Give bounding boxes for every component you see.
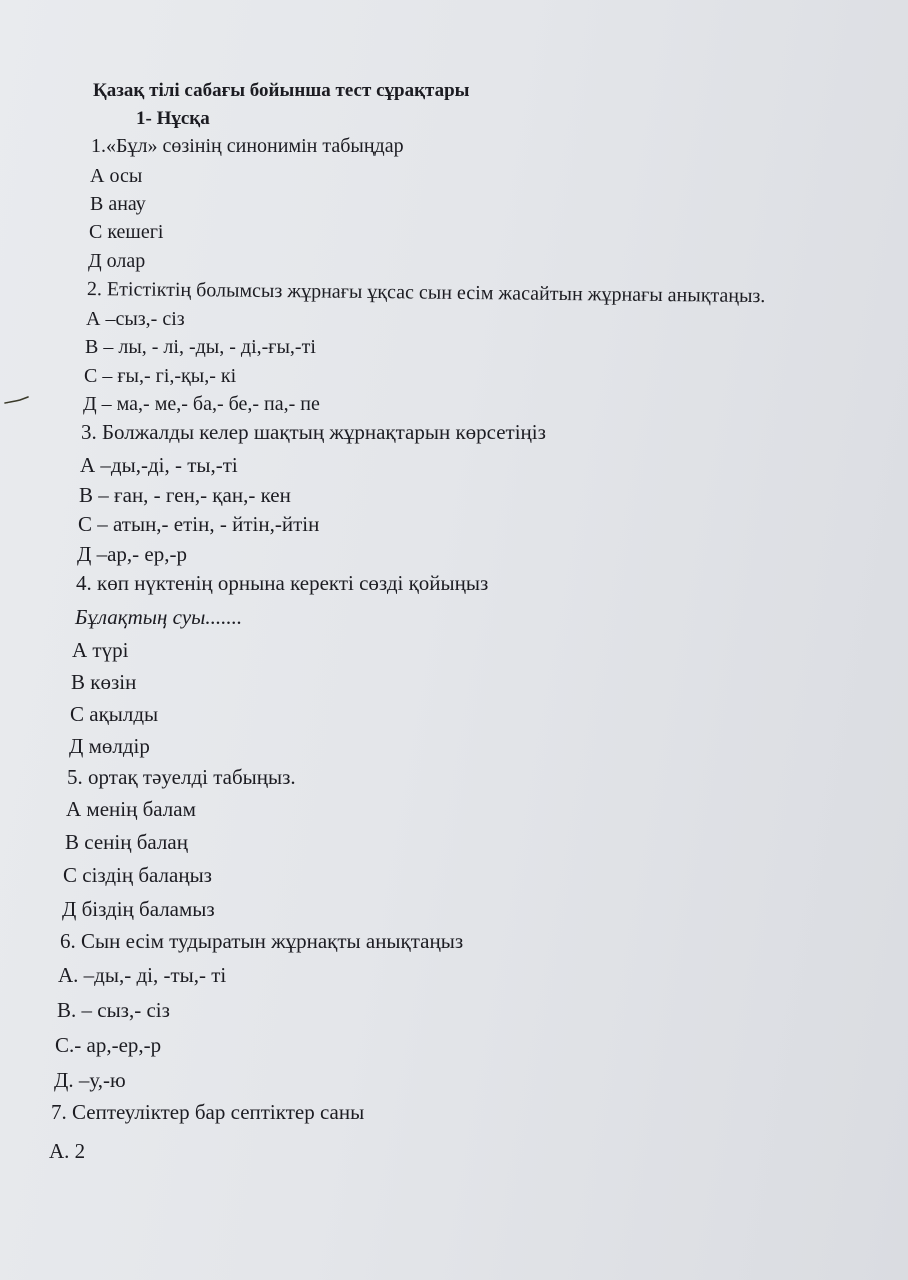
q4-option-b: В көзін xyxy=(71,670,137,694)
q1-option-c: С кешегі xyxy=(89,221,164,243)
q2-option-a: А –сыз,- сіз xyxy=(86,308,185,330)
variant-label: 1- Нұсқа xyxy=(136,108,210,129)
q3-option-b: В – ған, - ген,- қан,- кен xyxy=(79,483,291,507)
q6-option-b: В. – сыз,- сіз xyxy=(57,998,170,1022)
q6-option-c: С.- ар,-ер,-р xyxy=(55,1033,162,1057)
q1-option-b: В анау xyxy=(90,193,146,215)
q5-option-b: В сенің балаң xyxy=(65,830,188,854)
q2-option-b: В – лы, - лі, -ды, - ді,-ғы,-ті xyxy=(85,336,316,358)
question-4: 4. көп нүктенің орнына керекті сөзді қойыңыз xyxy=(76,571,489,595)
q6-option-a: А. –ды,- ді, -ты,- ті xyxy=(58,963,227,987)
q4-option-a: А түрі xyxy=(72,638,129,662)
question-1: 1.«Бұл» сөзінің синонимін табыңдар xyxy=(91,135,404,157)
q4-example-phrase: Бұлақтың суы....... xyxy=(75,605,243,629)
page-title: Қазақ тілі сабағы бойынша тест сұрақтары xyxy=(93,80,470,101)
q3-option-a: А –ды,-ді, - ты,-ті xyxy=(80,453,238,477)
q5-option-c: С сіздің балаңыз xyxy=(63,863,212,887)
q3-option-c: С – атын,- етін, - йтін,-йтін xyxy=(78,512,320,536)
q1-option-d: Д олар xyxy=(88,250,146,272)
q6-option-d: Д. –у,-ю xyxy=(54,1068,126,1092)
question-6: 6. Сын есім тудыратын жұрнақты анықтаңыз xyxy=(60,929,464,953)
pen-mark xyxy=(4,396,30,406)
question-5: 5. ортақ тәуелді табыңыз. xyxy=(67,765,296,789)
q1-option-a: А осы xyxy=(90,165,143,187)
q7-option-a: А. 2 xyxy=(49,1139,86,1163)
question-2: 2. Етістіктің болымсыз жұрнағы ұқсас сын есім жасайтын жұрнағы анықтаңыз. xyxy=(86,278,766,308)
q4-option-c: С ақылды xyxy=(70,702,159,726)
q5-option-d: Д біздің баламыз xyxy=(62,897,215,921)
q5-option-a: А менің балам xyxy=(66,797,196,821)
question-7: 7. Септеуліктер бар септіктер саны xyxy=(51,1100,365,1124)
question-3: 3. Болжалды келер шақтың жұрнақтарын көрсетіңіз xyxy=(81,420,546,444)
q2-option-d: Д – ма,- ме,- ба,- бе,- па,- пе xyxy=(83,393,320,415)
q4-option-d: Д мөлдір xyxy=(69,734,150,758)
q2-option-c: С – ғы,- гі,-қы,- кі xyxy=(84,365,237,387)
q3-option-d: Д –ар,- ер,-р xyxy=(77,542,187,566)
